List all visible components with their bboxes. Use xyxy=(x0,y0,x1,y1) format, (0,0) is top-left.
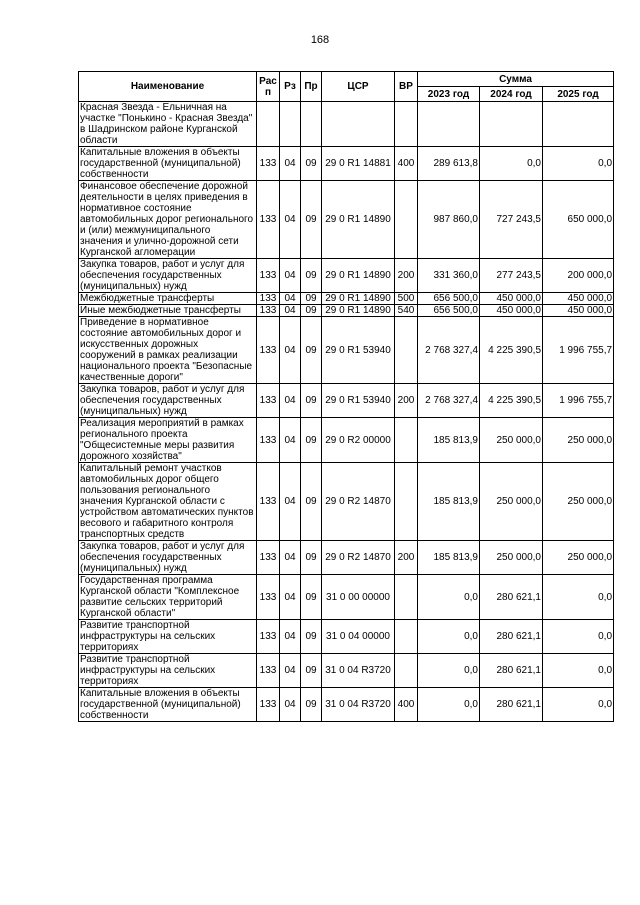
table-header-row xyxy=(79,72,614,87)
table-row xyxy=(79,688,614,722)
row-amount-2023 xyxy=(418,102,480,147)
row-amount-2023: 0,0 xyxy=(418,620,480,654)
header-sum: Сумма xyxy=(418,72,614,87)
row-csr: 29 0 R1 53940 xyxy=(322,384,395,418)
page-number: 168 xyxy=(310,34,330,46)
row-rz: 04 xyxy=(280,688,301,722)
row-amount-2023: 289 613,8 xyxy=(418,147,480,181)
row-rz: 04 xyxy=(280,384,301,418)
row-csr: 31 0 04 00000 xyxy=(322,620,395,654)
row-csr: 29 0 R1 14890 xyxy=(322,293,395,305)
table-row xyxy=(79,305,614,317)
row-amount-2025: 0,0 xyxy=(543,654,614,688)
row-pr: 09 xyxy=(301,463,322,541)
table-row xyxy=(79,541,614,575)
row-pr: 09 xyxy=(301,317,322,384)
row-amount-2023: 987 860,0 xyxy=(418,181,480,259)
row-rz: 04 xyxy=(280,259,301,293)
row-amount-2024: 450 000,0 xyxy=(480,305,543,317)
row-ras: 133 xyxy=(257,418,280,463)
row-csr: 31 0 04 R3720 xyxy=(322,654,395,688)
row-ras xyxy=(257,102,280,147)
row-amount-2024: 450 000,0 xyxy=(480,293,543,305)
row-amount-2024: 280 621,1 xyxy=(480,620,543,654)
row-ras: 133 xyxy=(257,317,280,384)
row-rz: 04 xyxy=(280,654,301,688)
row-csr: 29 0 R1 14890 xyxy=(322,305,395,317)
row-amount-2025: 650 000,0 xyxy=(543,181,614,259)
header-pr: Пр xyxy=(301,72,322,102)
row-amount-2023: 185 813,9 xyxy=(418,463,480,541)
row-rz: 04 xyxy=(280,147,301,181)
row-pr: 09 xyxy=(301,293,322,305)
row-amount-2025: 250 000,0 xyxy=(543,463,614,541)
header-csr: ЦСР xyxy=(322,72,395,102)
table-row xyxy=(79,620,614,654)
row-amount-2024: 250 000,0 xyxy=(480,463,543,541)
row-amount-2024: 250 000,0 xyxy=(480,541,543,575)
row-ras: 133 xyxy=(257,688,280,722)
header-year-2024: 2024 год xyxy=(480,87,543,102)
table-row xyxy=(79,654,614,688)
row-ras: 133 xyxy=(257,620,280,654)
row-ras: 133 xyxy=(257,259,280,293)
row-pr: 09 xyxy=(301,305,322,317)
row-name: Красная Звезда - Ельничная на участке "Понькино - Красная Звезда" в Шадринском районе Курганской области xyxy=(79,102,257,147)
row-amount-2024 xyxy=(480,102,543,147)
row-name: Приведение в нормативное состояние автомобильных дорог и искусственных дорожных сооружений в рамках реализации национального проекта "Безопасные качественные дороги" xyxy=(79,317,257,384)
row-name: Государственная программа Курганской области "Комплексное развитие сельских территорий Курганской области" xyxy=(79,575,257,620)
row-vr: 400 xyxy=(395,147,418,181)
row-vr: 540 xyxy=(395,305,418,317)
row-vr xyxy=(395,181,418,259)
table-body xyxy=(79,102,614,722)
row-amount-2024: 727 243,5 xyxy=(480,181,543,259)
row-rz: 04 xyxy=(280,293,301,305)
row-amount-2025: 0,0 xyxy=(543,147,614,181)
row-vr: 200 xyxy=(395,384,418,418)
row-amount-2024: 4 225 390,5 xyxy=(480,384,543,418)
row-ras: 133 xyxy=(257,181,280,259)
header-rz: Рз xyxy=(280,72,301,102)
row-vr: 200 xyxy=(395,541,418,575)
row-name: Капитальные вложения в объекты государственной (муниципальной) собственности xyxy=(79,147,257,181)
row-name: Развитие транспортной инфраструктуры на сельских территориях xyxy=(79,620,257,654)
row-amount-2024: 0,0 xyxy=(480,147,543,181)
row-rz: 04 xyxy=(280,317,301,384)
row-amount-2023: 656 500,0 xyxy=(418,293,480,305)
row-csr: 29 0 R1 14881 xyxy=(322,147,395,181)
row-ras: 133 xyxy=(257,293,280,305)
table-row xyxy=(79,384,614,418)
header-year-2023: 2023 год xyxy=(418,87,480,102)
row-amount-2023: 2 768 327,4 xyxy=(418,317,480,384)
row-amount-2025: 0,0 xyxy=(543,620,614,654)
row-ras: 133 xyxy=(257,654,280,688)
row-amount-2024: 250 000,0 xyxy=(480,418,543,463)
row-pr: 09 xyxy=(301,259,322,293)
row-amount-2025 xyxy=(543,102,614,147)
row-amount-2023: 331 360,0 xyxy=(418,259,480,293)
row-amount-2023: 0,0 xyxy=(418,575,480,620)
row-amount-2023: 656 500,0 xyxy=(418,305,480,317)
row-vr: 500 xyxy=(395,293,418,305)
row-amount-2024: 4 225 390,5 xyxy=(480,317,543,384)
row-ras: 133 xyxy=(257,541,280,575)
row-vr xyxy=(395,463,418,541)
row-amount-2025: 250 000,0 xyxy=(543,418,614,463)
row-csr xyxy=(322,102,395,147)
header-ras: Рас п xyxy=(257,72,280,102)
row-csr: 29 0 R1 53940 xyxy=(322,317,395,384)
row-name: Финансовое обеспечение дорожной деятельности в целях приведения в нормативное состояние автомобильных дорог регионального и (или) межмуниципального значения и улично-дорожной сети Курганской агломерации xyxy=(79,181,257,259)
row-amount-2024: 280 621,1 xyxy=(480,654,543,688)
row-rz: 04 xyxy=(280,418,301,463)
row-amount-2025: 450 000,0 xyxy=(543,293,614,305)
table-row xyxy=(79,259,614,293)
row-ras: 133 xyxy=(257,575,280,620)
header-vr: ВР xyxy=(395,72,418,102)
row-amount-2025: 200 000,0 xyxy=(543,259,614,293)
row-amount-2023: 185 813,9 xyxy=(418,418,480,463)
row-vr xyxy=(395,654,418,688)
row-csr: 29 0 R2 00000 xyxy=(322,418,395,463)
row-amount-2024: 280 621,1 xyxy=(480,575,543,620)
row-amount-2025: 1 996 755,7 xyxy=(543,317,614,384)
row-vr xyxy=(395,102,418,147)
row-vr xyxy=(395,418,418,463)
header-year-2025: 2025 год xyxy=(543,87,614,102)
row-pr: 09 xyxy=(301,384,322,418)
row-csr: 31 0 04 R3720 xyxy=(322,688,395,722)
row-rz: 04 xyxy=(280,620,301,654)
row-name: Реализация мероприятий в рамках регионального проекта "Общесистемные меры развития дорожного хозяйства" xyxy=(79,418,257,463)
row-amount-2025: 1 996 755,7 xyxy=(543,384,614,418)
row-rz xyxy=(280,102,301,147)
row-amount-2025: 0,0 xyxy=(543,575,614,620)
row-name: Закупка товаров, работ и услуг для обеспечения государственных (муниципальных) нужд xyxy=(79,259,257,293)
row-pr: 09 xyxy=(301,688,322,722)
header-name: Наименование xyxy=(79,72,257,102)
row-ras: 133 xyxy=(257,463,280,541)
row-amount-2023: 2 768 327,4 xyxy=(418,384,480,418)
row-pr: 09 xyxy=(301,541,322,575)
row-rz: 04 xyxy=(280,181,301,259)
row-amount-2025: 450 000,0 xyxy=(543,305,614,317)
row-name: Межбюджетные трансферты xyxy=(79,293,257,305)
row-csr: 29 0 R1 14890 xyxy=(322,259,395,293)
row-name: Закупка товаров, работ и услуг для обеспечения государственных (муниципальных) нужд xyxy=(79,541,257,575)
row-amount-2024: 277 243,5 xyxy=(480,259,543,293)
row-rz: 04 xyxy=(280,541,301,575)
row-ras: 133 xyxy=(257,147,280,181)
row-csr: 31 0 00 00000 xyxy=(322,575,395,620)
row-csr: 29 0 R1 14890 xyxy=(322,181,395,259)
row-amount-2023: 185 813,9 xyxy=(418,541,480,575)
row-pr: 09 xyxy=(301,575,322,620)
row-rz: 04 xyxy=(280,575,301,620)
row-rz: 04 xyxy=(280,463,301,541)
row-csr: 29 0 R2 14870 xyxy=(322,541,395,575)
row-vr xyxy=(395,575,418,620)
row-amount-2025: 0,0 xyxy=(543,688,614,722)
table-row xyxy=(79,181,614,259)
row-pr: 09 xyxy=(301,620,322,654)
table-row xyxy=(79,293,614,305)
row-vr xyxy=(395,317,418,384)
table-row xyxy=(79,147,614,181)
row-vr: 400 xyxy=(395,688,418,722)
row-amount-2023: 0,0 xyxy=(418,688,480,722)
row-name: Капитальный ремонт участков автомобильных дорог общего пользования регионального значения Курганской области с устройством автоматических пунктов весового и габаритного контроля транспортных средств xyxy=(79,463,257,541)
row-name: Капитальные вложения в объекты государственной (муниципальной) собственности xyxy=(79,688,257,722)
row-ras: 133 xyxy=(257,384,280,418)
row-vr xyxy=(395,620,418,654)
row-rz: 04 xyxy=(280,305,301,317)
table-row xyxy=(79,317,614,384)
row-pr: 09 xyxy=(301,147,322,181)
row-name: Развитие транспортной инфраструктуры на сельских территориях xyxy=(79,654,257,688)
row-pr: 09 xyxy=(301,654,322,688)
row-ras: 133 xyxy=(257,305,280,317)
row-pr xyxy=(301,102,322,147)
row-amount-2023: 0,0 xyxy=(418,654,480,688)
table-row xyxy=(79,463,614,541)
row-amount-2024: 280 621,1 xyxy=(480,688,543,722)
row-pr: 09 xyxy=(301,181,322,259)
row-vr: 200 xyxy=(395,259,418,293)
row-amount-2025: 250 000,0 xyxy=(543,541,614,575)
row-name: Иные межбюджетные трансферты xyxy=(79,305,257,317)
table-row xyxy=(79,418,614,463)
table-row xyxy=(79,575,614,620)
row-name: Закупка товаров, работ и услуг для обеспечения государственных (муниципальных) нужд xyxy=(79,384,257,418)
budget-table xyxy=(78,71,614,722)
row-csr: 29 0 R2 14870 xyxy=(322,463,395,541)
row-pr: 09 xyxy=(301,418,322,463)
table-row xyxy=(79,102,614,147)
